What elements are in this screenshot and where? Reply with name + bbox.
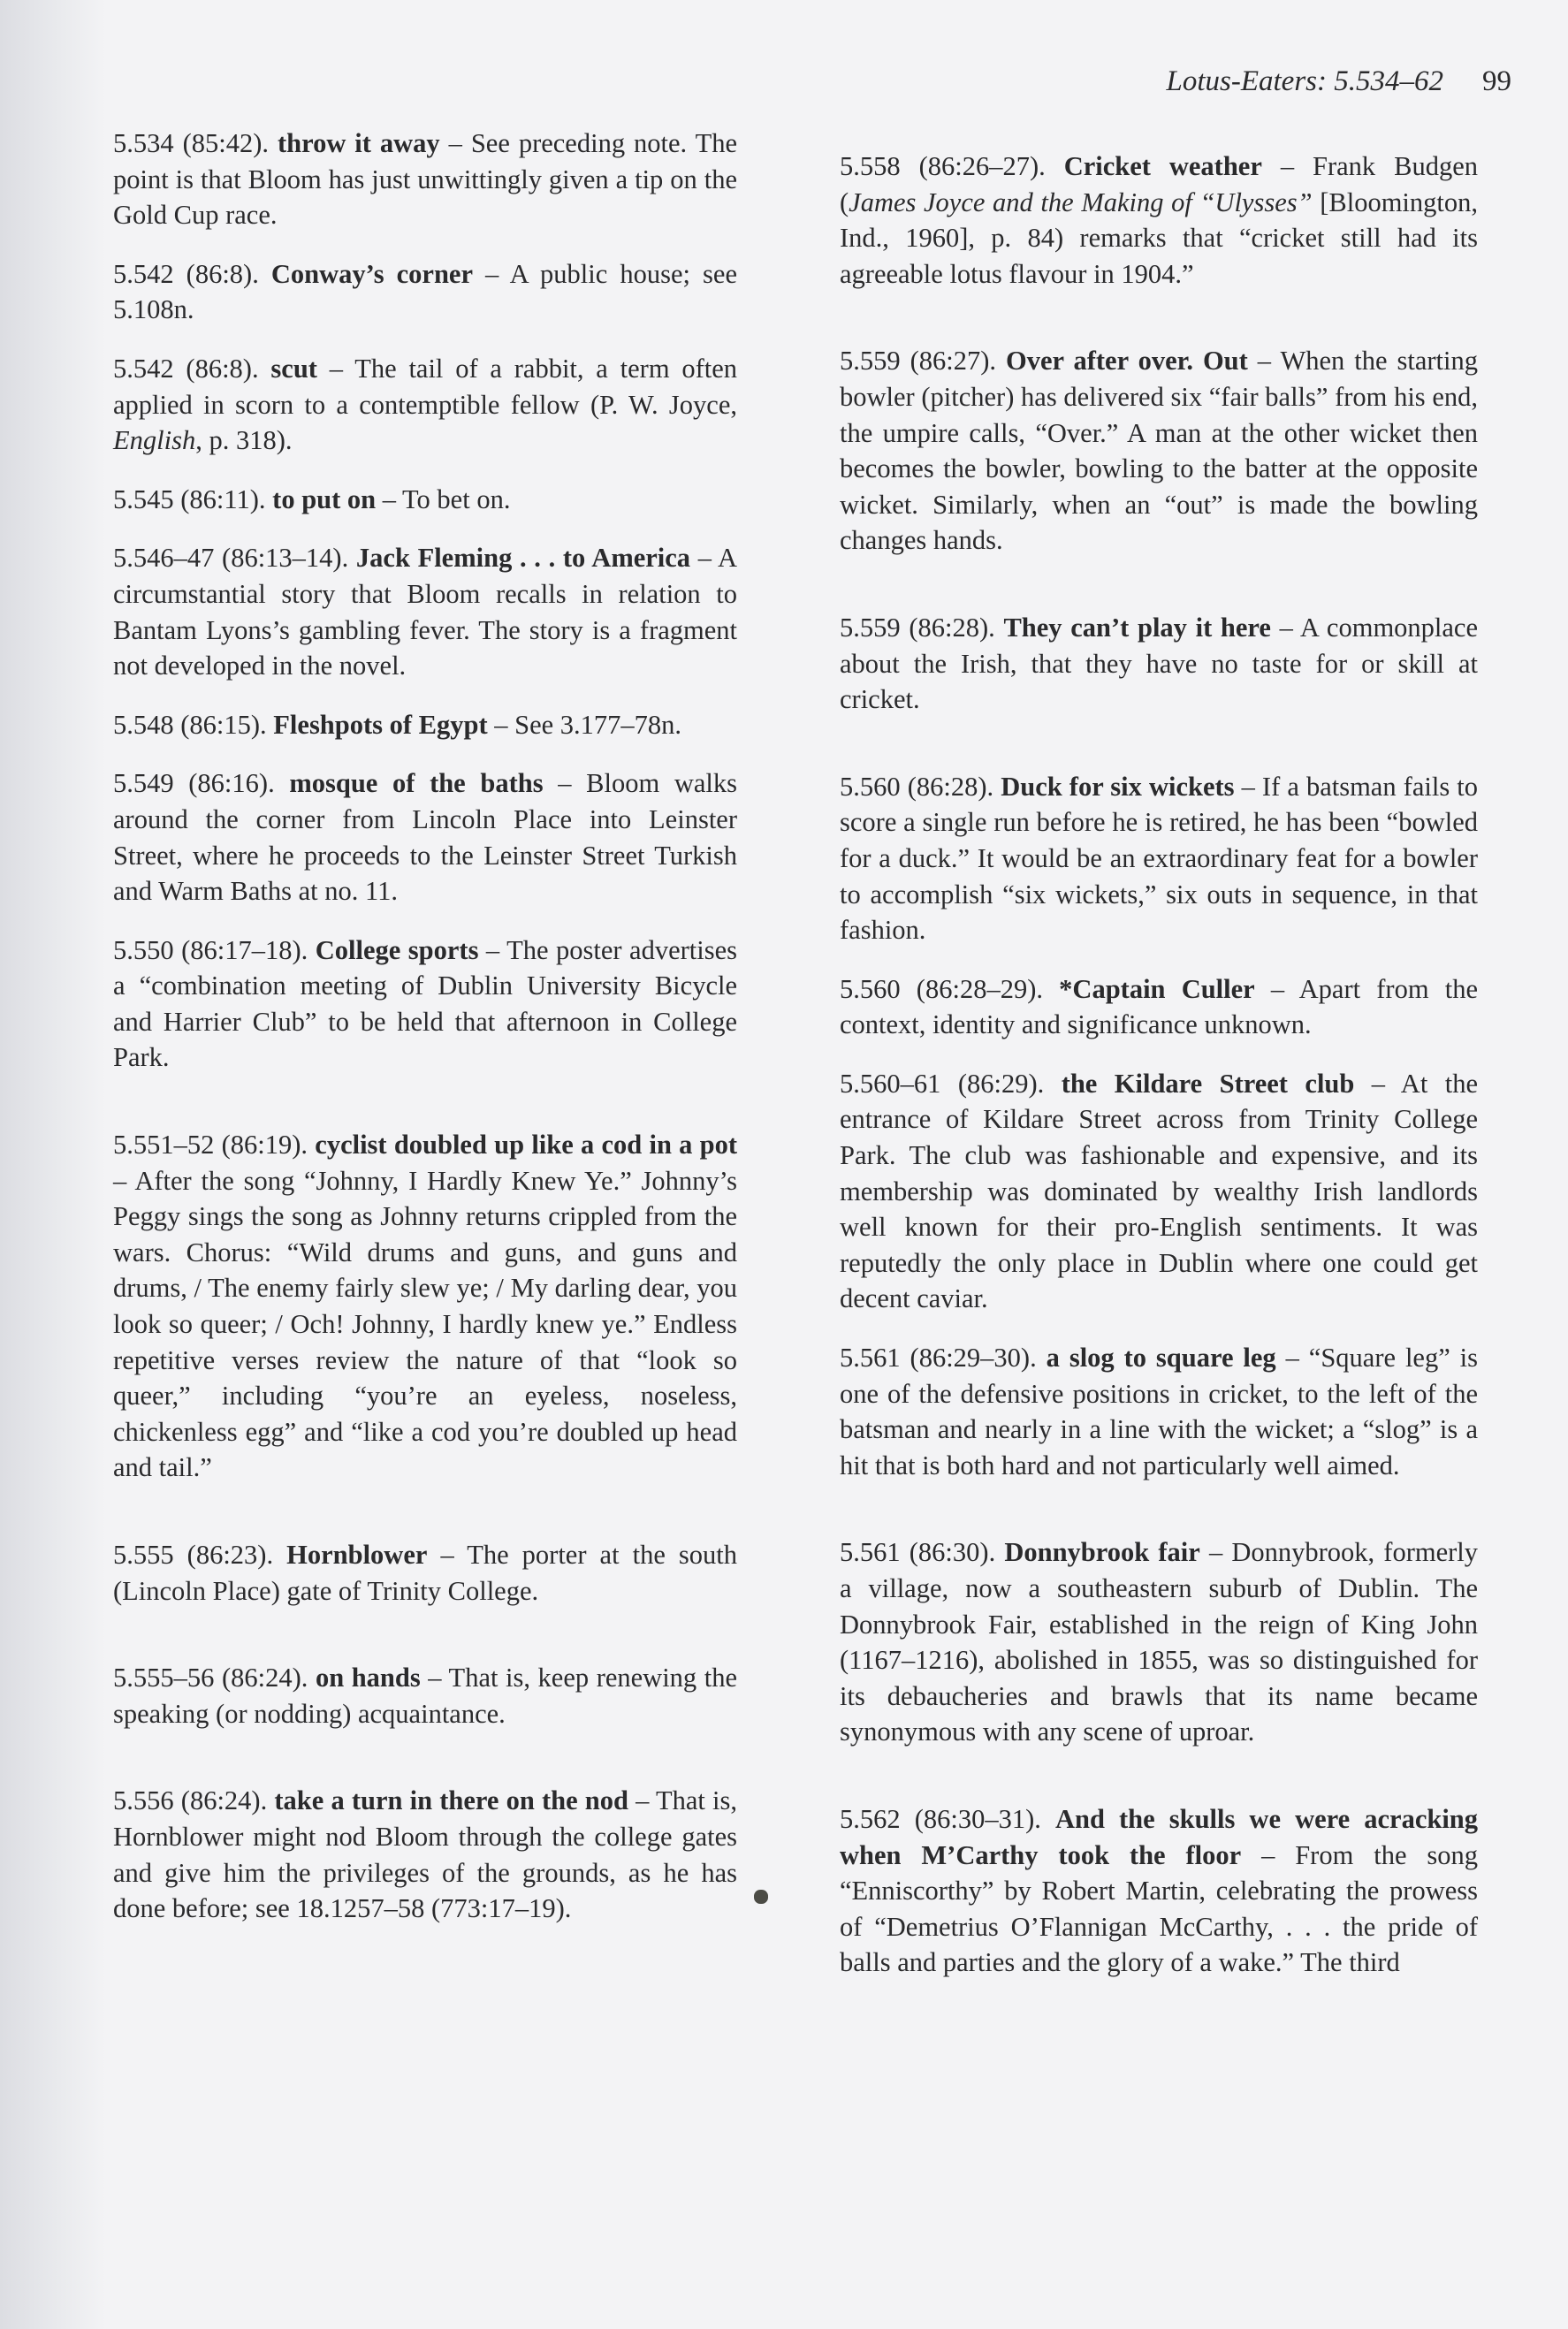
note-lemma: *Captain Culler [1059, 973, 1255, 1004]
note-text: – Apart from the context, identity and significance unknown. [840, 973, 1479, 1040]
note-reference: 5.550 (86:17–18). [113, 934, 308, 965]
note-entry [113, 707, 737, 743]
note-reference: 5.560–61 (86:29). [840, 1068, 1045, 1099]
note-text: – A public house; see 5.108n. [113, 258, 737, 325]
note-reference: 5.558 (86:26–27). [840, 151, 1046, 181]
note-reference: 5.556 (86:24). [113, 1785, 268, 1816]
note-text: – See preceding note. The point is that Bloom has just unwittingly given a tip on the Gold Cup race. [113, 128, 737, 231]
note-lemma: the Kildare Street club [1061, 1068, 1355, 1099]
note-lemma: on hands [315, 1663, 421, 1693]
note-text: – The tail of a rabbit, a term often applied in scorn to a contemptible fellow (P. W. Joyce, [113, 353, 738, 420]
note-text: – A circumstantial story that Bloom recalls in relation to Bantam Lyons’s gambling fever. The story is a fragment not developed in the novel. [113, 543, 738, 681]
note-lemma: Fleshpots of Egypt [273, 709, 488, 740]
note-lemma: Duck for six wickets [1001, 771, 1235, 802]
note-lemma: Donnybrook fair [1004, 1537, 1200, 1568]
note-lemma: College sports [315, 934, 479, 965]
note-entry [113, 1537, 737, 1609]
note-text: – The poster advertises a “combination meeting of Dublin University Bicycle and Harrier Club” to be held that afternoon in College Park. [113, 934, 737, 1073]
note-lemma: mosque of the baths [289, 768, 544, 799]
note-entry [113, 1783, 737, 1926]
note-entry [840, 1066, 1478, 1317]
note-lemma: Jack Fleming . . . to America [355, 543, 691, 574]
note-entry [840, 971, 1478, 1043]
note-text: – The porter at the south (Lincoln Place) gate of Trinity College. [113, 1540, 737, 1606]
note-entry [113, 540, 737, 683]
note-reference: 5.561 (86:30). [840, 1537, 996, 1568]
running-title: Lotus-Eaters: 5.534–62 [1166, 65, 1443, 97]
note-reference: 5.559 (86:27). [840, 346, 997, 377]
note-italic-title: English [113, 425, 196, 456]
note-entry [113, 1127, 737, 1486]
note-reference: 5.545 (86:11). [113, 483, 266, 514]
note-lemma: And the skulls we were acracking when M’Carthy took the floor [840, 1803, 1479, 1870]
note-entry [113, 1660, 737, 1732]
note-reference: 5.542 (86:8). [113, 353, 259, 384]
note-entry [113, 126, 737, 233]
note-entry [840, 1340, 1478, 1483]
note-lemma: Cricket weather [1063, 151, 1262, 181]
right-column [840, 148, 1478, 2004]
note-text: – After the song “Johnny, I Hardly Knew Ye.” Johnny’s Peggy sings the song as Johnny returns crippled from the wars. Chorus: “Wild drums and guns, and guns and drums, / The enemy fairly slew ye; / My darling dear, you look so queer; / Och! Johnny, I hardly knew ye.” Endless repetitive verses review the nature of that “look so queer,” including “you’re an eyeless, noseless, chickenless egg” and “like a cod you’re doubled up head and tail.” [113, 1165, 737, 1483]
page-number: 99 [1482, 65, 1511, 97]
note-text: – Frank Budgen ( [840, 151, 1478, 217]
note-lemma: a slog to square leg [1046, 1343, 1276, 1374]
note-reference: 5.542 (86:8). [113, 258, 259, 289]
note-entry [840, 343, 1478, 559]
note-entry [840, 1801, 1478, 1981]
note-reference: 5.549 (86:16). [113, 768, 275, 799]
note-entry [113, 351, 737, 459]
note-entry [840, 1534, 1478, 1750]
note-reference: 5.560 (86:28–29). [840, 973, 1043, 1004]
note-text: – To bet on. [376, 483, 511, 514]
note-text: – “Square leg” is one of the defensive positions in cricket, to the left of the batsman and nearly in a line with the wicket; a “slog” is a hit that is both hard and not particularly well aimed. [840, 1343, 1479, 1480]
note-reference: 5.551–52 (86:19). [113, 1130, 308, 1161]
note-text: – At the entrance of Kildare Street across from Trinity College Park. The club was fashionable and expensive, and its membership was dominated by wealthy Irish landlords well known for their pro-English sentiments. It was reputedly the only place in Dublin where one could get decent caviar. [840, 1068, 1479, 1314]
note-text: – From the song “Enniscorthy” by Robert Martin, celebrating the prowess of “Demetrius O’Flannigan McCarthy, . . . the pride of balls and parties and the glory of a wake.” The third [840, 1839, 1478, 1978]
note-lemma: cyclist doubled up like a cod in a pot [315, 1130, 738, 1161]
note-italic-title: James Joyce and the Making of “Ulysses” [849, 186, 1313, 217]
note-text: – Bloom walks around the corner from Lincoln Place into Leinster Street, where he proceeds to the Leinster Street Turkish and Warm Baths at no. 11. [113, 768, 737, 907]
note-entry [840, 769, 1478, 948]
note-reference: 5.559 (86:28). [840, 612, 995, 643]
page-gutter-shadow [0, 0, 106, 2329]
note-entry [840, 610, 1478, 718]
note-reference: 5.555 (86:23). [113, 1540, 274, 1570]
note-text: – If a batsman fails to score a single run before he is retired, he has been “bowled for a duck.” It would be an extraordinary feat for a bowler to accomplish “six wickets,” six outs in sequence, in that fashion. [840, 771, 1478, 946]
note-text: – See 3.177–78n. [487, 709, 682, 740]
note-entry [113, 932, 737, 1076]
note-text: – When the starting bowler (pitcher) has delivered six “fair balls” from his end, the umpire calls, “Over.” A man at the other wicket then becomes the bowler, bowling to the batter at the opposite wicket. Similarly, when an “out” is made the bowling changes hands. [840, 346, 1478, 556]
note-text: – That is, keep renewing the speaking (or nodding) acquaintance. [113, 1663, 737, 1729]
note-reference: 5.562 (86:30–31). [840, 1803, 1041, 1834]
ink-blot-mark [754, 1890, 768, 1904]
note-lemma: take a turn in there on the nod [274, 1785, 628, 1816]
note-lemma: They can’t play it here [1003, 612, 1271, 643]
note-text: [Bloomington, Ind., 1960], p. 84) remarks that “cricket still had its agreeable lotus flavour in 1904.” [840, 186, 1478, 289]
note-lemma: throw it away [277, 128, 440, 158]
note-text: – That is, Hornblower might nod Bloom through the college gates and give him the privileges of the grounds, as he has done before; see 18.1257–58 (773:17–19). [113, 1785, 737, 1924]
note-reference: 5.555–56 (86:24). [113, 1663, 308, 1693]
note-reference: 5.548 (86:15). [113, 709, 267, 740]
running-head [1087, 65, 1511, 98]
note-text: , p. 318). [195, 425, 293, 456]
note-text: – A commonplace about the Irish, that they have no taste for or skill at cricket. [840, 612, 1479, 715]
note-lemma: Over after over. Out [1006, 346, 1248, 377]
note-lemma: to put on [272, 483, 377, 514]
note-entry [840, 148, 1478, 292]
note-lemma: scut [270, 353, 317, 384]
note-text: – Donnybrook, formerly a village, now a southeastern suburb of Dublin. The Donnybrook Fair, established in the reign of King John (1167–1216), abolished in 1855, was so distinguished for its debaucheries and brawls that its name became synonymous with any scene of uproar. [840, 1537, 1479, 1747]
note-lemma: Conway’s corner [270, 258, 473, 289]
note-reference: 5.546–47 (86:13–14). [113, 543, 349, 574]
note-reference: 5.561 (86:29–30). [840, 1343, 1037, 1374]
note-reference: 5.560 (86:28). [840, 771, 994, 802]
note-lemma: Hornblower [286, 1540, 428, 1570]
note-entry [113, 765, 737, 909]
left-column [113, 126, 737, 1950]
note-entry [113, 482, 737, 518]
note-reference: 5.534 (85:42). [113, 128, 269, 158]
note-entry [113, 256, 737, 328]
